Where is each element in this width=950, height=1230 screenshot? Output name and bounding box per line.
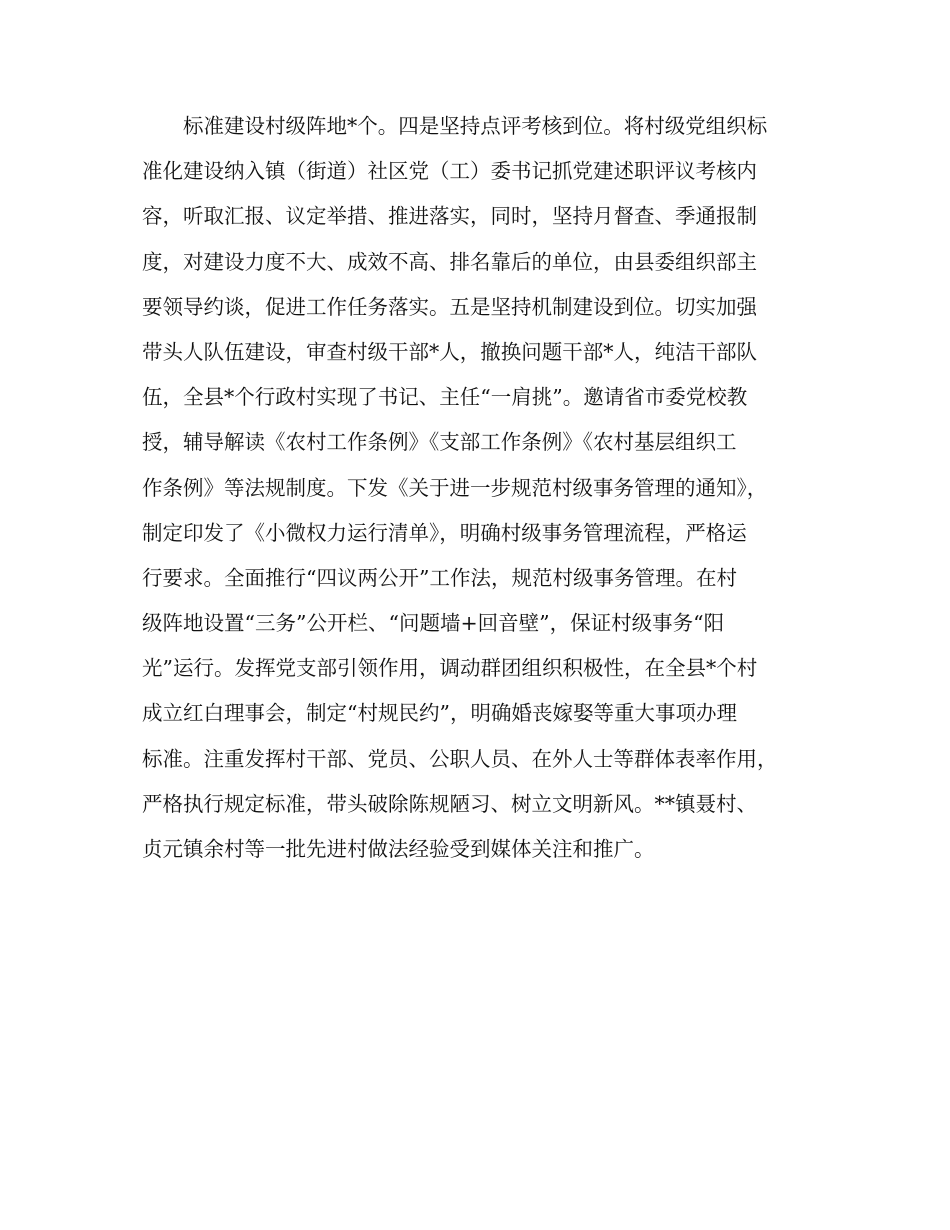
paragraph-line: 作条例》等法规制度。下发《关于进一步规范村级事务管理的通知》，	[142, 475, 768, 500]
paragraph-line: 伍，全县*个行政村实现了书记、主任“一肩挑”。邀请省市委党校教	[142, 385, 748, 410]
paragraph-line: 成立红白理事会，制定“村规民约”，明确婚丧嫁娶等重大事项办理	[142, 701, 737, 726]
paragraph-line: 准化建设纳入镇（街道）社区党（工）委书记抓党建述职评议考核内	[142, 159, 757, 184]
paragraph-line: 严格执行规定标准，带头破除陈规陋习、树立文明新风。**镇聂村、	[142, 791, 757, 816]
paragraph-line: 制定印发了《小微权力运行清单》，明确村级事务管理流程，严格运	[142, 520, 747, 545]
paragraph-line: 带头人队伍建设，审查村级干部*人，撤换问题干部*人，纯洁干部队	[142, 339, 757, 364]
paragraph-line: 级阵地设置“三务”公开栏、“问题墙+回音壁”，保证村级事务“阳	[142, 611, 725, 636]
body-paragraph	[142, 104, 812, 872]
paragraph-line: 授，辅导解读《农村工作条例》《支部工作条例》《农村基层组织工	[142, 430, 737, 455]
paragraph-line: 要领导约谈，促进工作任务落实。五是坚持机制建设到位。切实加强	[142, 294, 757, 319]
paragraph-line: 行要求。全面推行“四议两公开”工作法，规范村级事务管理。在村	[142, 565, 737, 590]
paragraph-line: 光”运行。发挥党支部引领作用，调动群团组织积极性，在全县*个村	[142, 656, 758, 681]
paragraph-line: 标准。注重发挥村干部、党员、公职人员、在外人士等群体表率作用，	[142, 746, 778, 771]
paragraph-line: 贞元镇余村等一批先进村做法经验受到媒体关注和推广。	[142, 837, 655, 861]
paragraph-line: 标准建设村级阵地*个。四是坚持点评考核到位。将村级党组织标	[183, 114, 768, 138]
paragraph-line: 度，对建设力度不大、成效不高、排名靠后的单位，由县委组织部主	[142, 249, 757, 274]
paragraph-line: 容，听取汇报、议定举措、推进落实，同时，坚持月督查、季通报制	[142, 204, 757, 229]
